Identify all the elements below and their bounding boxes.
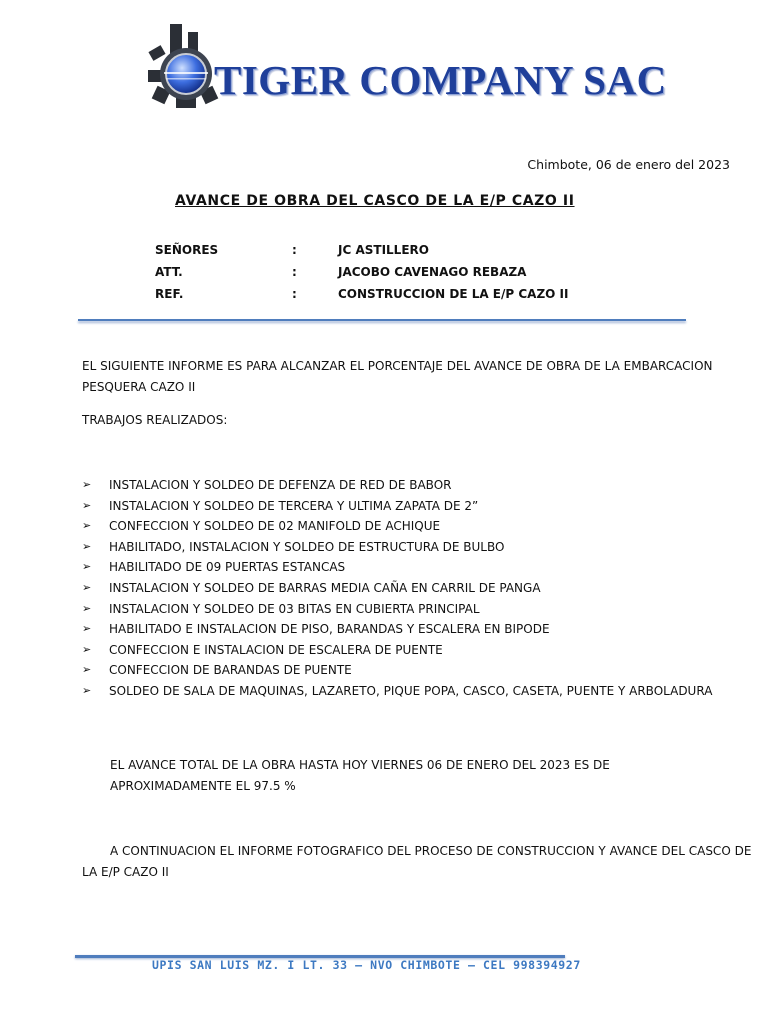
attention-value: JACOBO CAVENAGO REBAZA xyxy=(338,265,527,279)
photo-report-paragraph xyxy=(82,841,752,883)
reference-row xyxy=(0,287,768,305)
arrow-bullet-icon: ➢ xyxy=(82,560,92,574)
company-name: TIGER COMPANY SAC xyxy=(214,57,667,103)
list-item-text: CONFECCION DE BARANDAS DE PUENTE xyxy=(109,663,352,678)
intro-paragraph: EL SIGUIENTE INFORME ES PARA ALCANZAR EL PORCENTAJE DEL AVANCE DE OBRA DE LA EMBARCACION PESQUERA CAZO II xyxy=(82,359,713,394)
reference-label: REF. xyxy=(155,287,184,301)
recipient-row xyxy=(0,243,768,261)
arrow-bullet-icon: ➢ xyxy=(82,601,92,615)
list-item-text: SOLDEO DE SALA DE MAQUINAS, LAZARETO, PIQUE POPA, CASCO, CASETA, PUENTE Y ARBOLADURA xyxy=(109,683,713,698)
list-item-text: CONFECCION E INSTALACION DE ESCALERA DE PUENTE xyxy=(109,642,443,657)
list-item-text: INSTALACION Y SOLDEO DE DEFENZA DE RED DE BABOR xyxy=(109,478,452,492)
list-item-text: INSTALACION Y SOLDEO DE 03 BITAS EN CUBIERTA PRINCIPAL xyxy=(109,601,480,616)
reference-separator: : xyxy=(292,287,297,301)
list-item-text: CONFECCION Y SOLDEO DE 02 MANIFOLD DE ACHIQUE xyxy=(109,519,441,534)
arrow-bullet-icon: ➢ xyxy=(82,539,92,553)
arrow-bullet-icon: ➢ xyxy=(82,642,92,656)
list-item-text: HABILITADO E INSTALACION DE PISO, BARANDAS Y ESCALERA EN BIPODE xyxy=(109,622,550,637)
works-heading: TRABAJOS REALIZADOS: xyxy=(82,413,228,427)
recipient-label: SEÑORES xyxy=(155,243,219,257)
attention-row xyxy=(0,265,768,283)
list-item-text: INSTALACION Y SOLDEO DE TERCERA Y ULTIMA ZAPATA DE 2” xyxy=(109,498,479,513)
footer-address: UPIS SAN LUIS MZ. I LT. 33 – NVO CHIMBOTE – CEL 998394927 xyxy=(152,958,581,972)
recipient-value: JC ASTILLERO xyxy=(338,243,429,257)
arrow-bullet-icon: ➢ xyxy=(82,478,92,491)
arrow-bullet-icon: ➢ xyxy=(82,683,92,697)
list-item-text: HABILITADO DE 09 PUERTAS ESTANCAS xyxy=(109,560,346,575)
reference-value: CONSTRUCCION DE LA E/P CAZO II xyxy=(338,287,569,301)
list-item-text: INSTALACION Y SOLDEO DE BARRAS MEDIA CAÑA EN CARRIL DE PANGA xyxy=(109,580,541,595)
recipient-separator: : xyxy=(292,243,297,257)
progress-statement: EL AVANCE TOTAL DE LA OBRA HASTA HOY VIERNES 06 DE ENERO DEL 2023 ES DE APROXIMADAMENTE EL 97.5 % xyxy=(110,758,610,793)
arrow-bullet-icon: ➢ xyxy=(82,580,92,594)
attention-separator: : xyxy=(292,265,297,279)
document-date: Chimbote, 06 de enero del 2023 xyxy=(527,157,730,172)
header-divider xyxy=(78,319,686,321)
attention-label: ATT. xyxy=(155,265,183,279)
arrow-bullet-icon: ➢ xyxy=(82,498,92,512)
photo-report-text: A CONTINUACION EL INFORME FOTOGRAFICO DEL PROCESO DE CONSTRUCCION Y AVANCE DEL CASCO DE LA E/P CAZO II xyxy=(82,844,752,879)
arrow-bullet-icon: ➢ xyxy=(82,622,92,636)
list-item-text: HABILITADO, INSTALACION Y SOLDEO DE ESTRUCTURA DE BULBO xyxy=(109,539,505,554)
arrow-bullet-icon: ➢ xyxy=(82,519,92,533)
arrow-bullet-icon: ➢ xyxy=(82,663,92,677)
document-title: AVANCE DE OBRA DEL CASCO DE LA E/P CAZO II xyxy=(175,193,575,209)
